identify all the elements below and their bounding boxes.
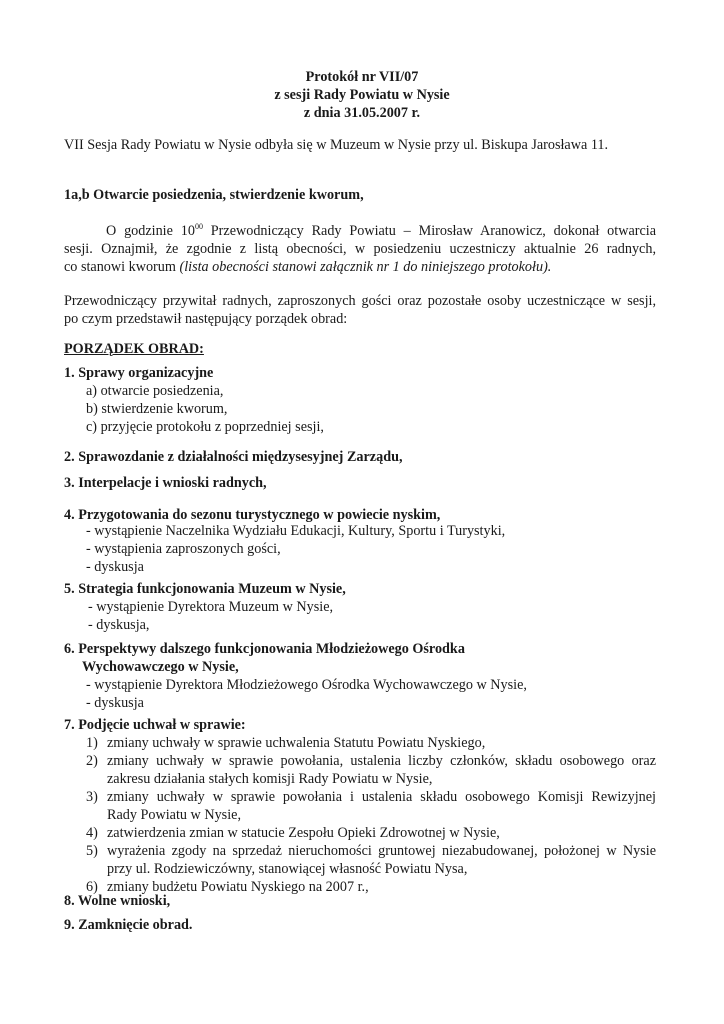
- agenda-item-7: 7. Podjęcie uchwał w sprawie:: [64, 717, 246, 733]
- section-1-heading: 1a,b Otwarcie posiedzenia, stwierdzenie kworum,: [64, 187, 364, 203]
- resolution-number: 6): [86, 879, 98, 895]
- session-title: z sesji Rady Powiatu w Nysie: [274, 87, 450, 103]
- agenda-item-9: 9. Zamknięcie obrad.: [64, 917, 193, 933]
- paragraph-1-line-3: co stanowi kworum (lista obecności stanowi załącznik nr 1 do niniejszego protokołu).: [64, 259, 552, 275]
- paragraph-2-line-1: Przewodniczący przywitał radnych, zaproszonych gości oraz pozostałe osoby uczestniczące w sesji,: [64, 293, 656, 309]
- agenda-item-4: 4. Przygotowania do sezonu turystycznego w powiecie nyskim,: [64, 507, 441, 523]
- agenda-item-2: 2. Sprawozdanie z działalności międzysesyjnej Zarządu,: [64, 449, 403, 465]
- protocol-number: Protokół nr VII/07: [305, 69, 419, 85]
- paragraph-2-line-2: po czym przedstawił następujący porządek obrad:: [64, 311, 348, 327]
- agenda-title: PORZĄDEK OBRAD:: [64, 341, 204, 357]
- session-date: z dnia 31.05.2007 r.: [303, 105, 421, 121]
- resolution-text: zmiany uchwały w sprawie uchwalenia Statutu Powiatu Nyskiego,: [107, 735, 486, 751]
- resolution-text: zakresu działania stałych komisji Rady Powiatu w Nysie,: [107, 771, 433, 787]
- agenda-item-1-sub: c) przyjęcie protokołu z poprzedniej sesji,: [86, 419, 324, 435]
- paragraph-1-line-2: sesji. Oznajmił, że zgodnie z listą obecności, w posiedzeniu uczestniczy aktualnie 26 radnych,: [64, 241, 656, 257]
- agenda-item-4-sub: - wystąpienie Naczelnika Wydziału Edukacji, Kultury, Sportu i Turystyki,: [86, 523, 506, 539]
- resolution-number: 1): [86, 735, 98, 751]
- agenda-item-4-sub: - dyskusja: [86, 559, 144, 575]
- resolution-text: zmiany budżetu Powiatu Nyskiego na 2007 r.,: [107, 879, 369, 895]
- resolution-text: zatwierdzenia zmian w statucie Zespołu Opieki Zdrowotnej w Nysie,: [107, 825, 500, 841]
- agenda-item-1-sub: b) stwierdzenie kworum,: [86, 401, 228, 417]
- agenda-item-8: 8. Wolne wnioski,: [64, 893, 171, 909]
- agenda-item-6-sub: - wystąpienie Dyrektora Młodzieżowego Ośrodka Wychowawczego w Nysie,: [86, 677, 527, 693]
- resolution-number: 4): [86, 825, 98, 841]
- resolution-text: wyrażenia zgody na sprzedaż nieruchomości gruntowej niezabudowanej, położonej w Nysie: [107, 843, 656, 859]
- intro-text: VII Sesja Rady Powiatu w Nysie odbyła się w Muzeum w Nysie przy ul. Biskupa Jarosława 11.: [64, 137, 609, 153]
- agenda-item-6: 6. Perspektywy dalszego funkcjonowania Młodzieżowego Ośrodka: [64, 641, 465, 657]
- resolution-text: Rady Powiatu w Nysie,: [107, 807, 241, 823]
- agenda-item-5: 5. Strategia funkcjonowania Muzeum w Nysie,: [64, 581, 346, 597]
- resolution-number: 2): [86, 753, 98, 769]
- agenda-item-3: 3. Interpelacje i wnioski radnych,: [64, 475, 267, 491]
- paragraph-1-line-1: O godzinie $10^{00}$ Przewodniczący Rady Powiatu – Mirosław Aranowicz, dokonał otwarcia: [106, 222, 656, 239]
- protocol-header: [0, 68, 724, 122]
- agenda-item-1-sub: a) otwarcie posiedzenia,: [86, 383, 224, 399]
- agenda-item-4-sub: - wystąpienia zaproszonych gości,: [86, 541, 281, 557]
- agenda-item-1: 1. Sprawy organizacyjne: [64, 365, 214, 381]
- resolution-number: 5): [86, 843, 98, 859]
- attachment-note: (lista obecności stanowi załącznik nr 1 do niniejszego protokołu).: [179, 259, 552, 275]
- agenda-item-5-sub: - dyskusja,: [88, 617, 150, 633]
- resolution-number: 3): [86, 789, 98, 805]
- time-superscript: 00: [194, 222, 203, 231]
- agenda-item-6-sub: - dyskusja: [86, 695, 144, 711]
- resolution-text: zmiany uchwały w sprawie powołania, ustalenia liczby członków, składu osobowego oraz: [107, 753, 656, 769]
- agenda-item-5-sub: - wystąpienie Dyrektora Muzeum w Nysie,: [88, 599, 334, 615]
- resolution-text: przy ul. Rodziewiczówny, stanowiącej własność Powiatu Nysa,: [107, 861, 468, 877]
- agenda-item-6-continued: Wychowawczego w Nysie,: [82, 659, 239, 675]
- resolution-text: zmiany uchwały w sprawie powołania i ustalenia składu osobowego Komisji Rewizyjnej: [107, 789, 656, 805]
